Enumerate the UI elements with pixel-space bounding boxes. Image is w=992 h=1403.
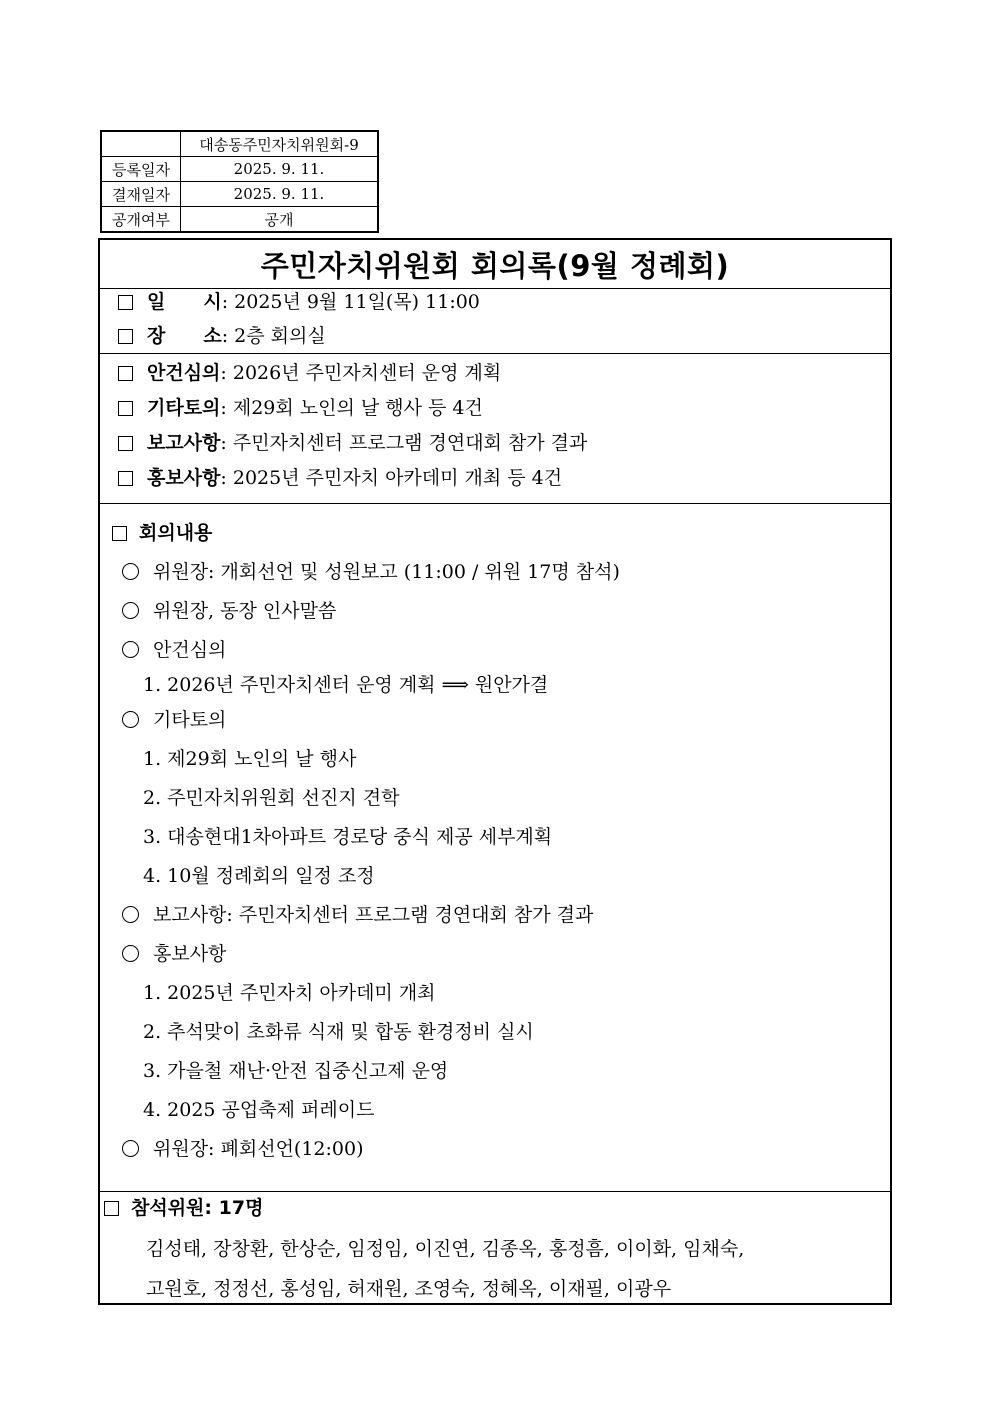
content-item: 2. 추석맞이 초화류 식재 및 합동 환경정비 실시 xyxy=(143,1021,534,1043)
agenda-row xyxy=(118,466,562,490)
attendees-section xyxy=(100,1191,890,1303)
content-section xyxy=(100,503,890,1192)
agenda-label: 보고사항 xyxy=(147,432,221,454)
time-value: : 2025년 9월 11일(목) 11:00 xyxy=(221,291,480,313)
time-row xyxy=(118,290,480,314)
content-line: 기타토의 xyxy=(122,708,226,732)
agenda-value: : 주민자치센터 프로그램 경연대회 참가 결과 xyxy=(220,432,588,454)
checkbox-icon xyxy=(118,295,133,310)
attendees-list-line: 고원호, 정정선, 홍성임, 허재원, 조영숙, 정혜옥, 이재필, 이광우 xyxy=(146,1278,672,1300)
time-label: 일 시 xyxy=(147,291,222,313)
content-line: 위원장: 개회선언 및 성원보고 (11:00 / 위원 17명 참석) xyxy=(122,560,620,584)
agenda-value: : 2025년 주민자치 아카데미 개최 등 4건 xyxy=(220,467,563,489)
registration-key: 등록일자 xyxy=(101,157,181,182)
attendees-list-line: 김성태, 장창환, 한상순, 임정임, 이진연, 김종옥, 홍정흠, 이이화, 임채숙, xyxy=(146,1238,745,1260)
registration-value: 공개 xyxy=(181,207,379,233)
registration-key: 결재일자 xyxy=(101,182,181,207)
circle-bullet-icon xyxy=(122,906,139,923)
attendees-heading: 참석위원: 17명 xyxy=(131,1197,264,1219)
content-item: 1. 제29회 노인의 날 행사 xyxy=(143,748,357,770)
agenda-section xyxy=(100,353,890,504)
agenda-label: 기타토의 xyxy=(147,397,221,419)
schedule-section xyxy=(100,288,890,354)
agenda-row xyxy=(118,396,483,420)
checkbox-icon xyxy=(104,1201,119,1216)
doc-number: 대송동주민자치위원회-9 xyxy=(181,131,379,157)
circle-bullet-icon xyxy=(122,563,139,580)
content-line: 위원장, 동장 인사말씀 xyxy=(122,599,336,623)
agenda-label: 안건심의 xyxy=(147,362,221,384)
content-line: 보고사항: 주민자치센터 프로그램 경연대회 참가 결과 xyxy=(122,903,593,927)
checkbox-icon xyxy=(118,366,133,381)
content-line: 홍보사항 xyxy=(122,942,226,966)
page-title: 주민자치위원회 회의록(9월 정례회) xyxy=(100,240,890,289)
content-heading-row xyxy=(112,521,212,545)
registration-value: 2025. 9. 11. xyxy=(181,182,379,207)
checkbox-icon xyxy=(118,471,133,486)
content-heading: 회의내용 xyxy=(139,522,213,544)
checkbox-icon xyxy=(118,329,133,344)
content-item: 3. 대송현대1차아파트 경로당 중식 제공 세부계획 xyxy=(143,826,553,848)
minutes-box xyxy=(98,238,892,1305)
attendees-heading-row xyxy=(104,1196,263,1220)
circle-bullet-icon xyxy=(122,641,139,658)
circle-bullet-icon xyxy=(122,602,139,619)
registration-blank-cell xyxy=(101,131,181,157)
agenda-row xyxy=(118,361,501,385)
content-item: 1. 2025년 주민자치 아카데미 개최 xyxy=(143,982,436,1004)
registration-key: 공개여부 xyxy=(101,207,181,233)
checkbox-icon xyxy=(112,526,127,541)
circle-bullet-icon xyxy=(122,1140,139,1157)
place-label: 장 소 xyxy=(147,325,222,347)
circle-bullet-icon xyxy=(122,945,139,962)
checkbox-icon xyxy=(118,401,133,416)
content-item: 3. 가을철 재난·안전 집중신고제 운영 xyxy=(143,1060,449,1082)
circle-bullet-icon xyxy=(122,711,139,728)
content-item: 4. 2025 공업축제 퍼레이드 xyxy=(143,1099,375,1121)
content-item: 1. 2026년 주민자치센터 운영 계획 ⟹ 원안가결 xyxy=(143,674,549,696)
content-line: 위원장: 폐회선언(12:00) xyxy=(122,1137,364,1161)
content-item: 2. 주민자치위원회 선진지 견학 xyxy=(143,787,400,809)
registration-value: 2025. 9. 11. xyxy=(181,157,379,182)
place-value: : 2층 회의실 xyxy=(221,325,326,347)
content-item: 4. 10월 정례회의 일정 조정 xyxy=(143,865,375,887)
registration-table xyxy=(100,130,379,233)
agenda-value: : 2026년 주민자치센터 운영 계획 xyxy=(220,362,502,384)
content-line: 안건심의 xyxy=(122,638,226,662)
place-row xyxy=(118,324,326,348)
agenda-row xyxy=(118,431,587,455)
agenda-value: : 제29회 노인의 날 행사 등 4건 xyxy=(220,397,483,419)
checkbox-icon xyxy=(118,436,133,451)
agenda-label: 홍보사항 xyxy=(147,467,221,489)
